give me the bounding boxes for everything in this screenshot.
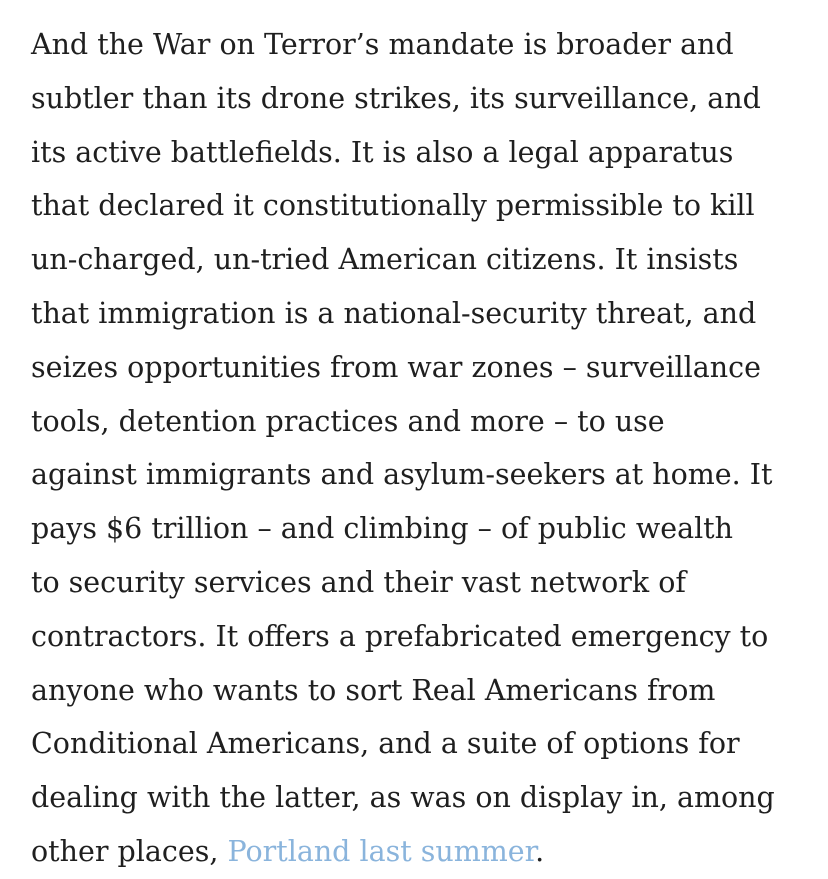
- paragraph-line: pays $6 trillion – and climbing – of public wealth: [31, 512, 733, 546]
- paragraph-line: anyone who wants to sort Real Americans from: [31, 673, 716, 707]
- last-line-suffix: .: [535, 834, 545, 868]
- paragraph-line: that immigration is a national-security threat, and: [31, 296, 757, 330]
- paragraph-line: its active battlefields. It is also a legal apparatus: [31, 135, 734, 169]
- last-line-prefix: other places,: [31, 834, 228, 868]
- paragraph-last-line: [31, 825, 821, 879]
- paragraph-line: to security services and their vast network of: [31, 565, 686, 599]
- paragraph-line: dealing with the latter, as was on display in, among: [31, 781, 775, 815]
- paragraph-line: Conditional Americans, and a suite of options for: [31, 727, 740, 761]
- paragraph-line: tools, detention practices and more – to use: [31, 404, 665, 438]
- paragraph-line: subtler than its drone strikes, its surveillance, and: [31, 81, 761, 115]
- paragraph-line: against immigrants and asylum-seekers at home. It: [31, 458, 773, 492]
- paragraph-line: seizes opportunities from war zones – surveillance: [31, 350, 761, 384]
- paragraph-line: And the War on Terror’s mandate is broader and: [31, 28, 734, 61]
- article-paragraph: [31, 18, 821, 879]
- paragraph-line: un-charged, un-tried American citizens. It insists: [31, 243, 739, 277]
- paragraph-line: contractors. It offers a prefabricated emergency to: [31, 619, 769, 653]
- portland-link[interactable]: Portland last summer: [227, 834, 536, 868]
- paragraph-line: that declared it constitutionally permissible to kill: [31, 189, 755, 223]
